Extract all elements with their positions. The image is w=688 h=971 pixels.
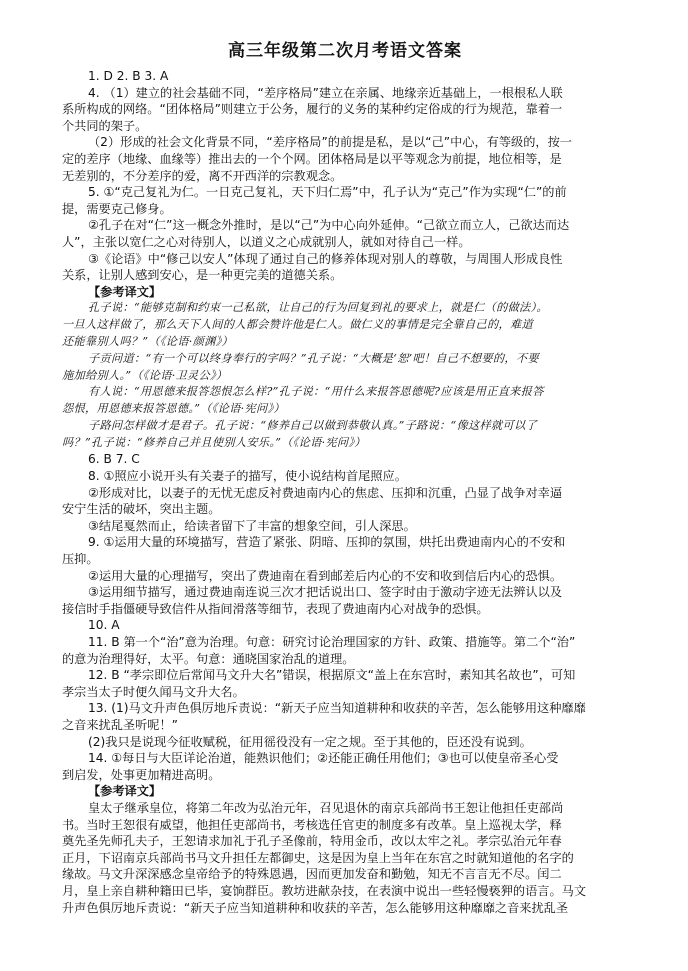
text-line: 【参考译文】 (88, 284, 162, 299)
text-line: 子路问怎样做才是君子。孔子说：“修养自己以做到恭敬认真。”子路说：“像这样就可以了 (88, 418, 537, 432)
text-line: (2)我只是说现今征收赋税，征用徭役没有一定之规。至于其他的，臣还没有说到。 (88, 734, 532, 749)
text-line: 到启发，处事更加精进高明。 (62, 767, 221, 782)
text-line: 有人说：“用恩德来报答怨恨怎么样?”孔子说：“用什么来报答恩德呢?应该是用正直来报答 (88, 385, 544, 399)
text-line: 关系，让别人感到安心，是一种更完美的道德关系。 (62, 268, 343, 283)
text-line: 皇太子继承皇位，将第二年改为弘治元年，召见退休的南京兵部尚书王恕让他担任吏部尚 (88, 800, 564, 815)
document-body (62, 68, 628, 916)
text-line: ③运用细节描写，通过费迪南连说三次才把话说出口、签字时由于激动字迹无法辨认以及 (88, 585, 563, 600)
text-line: 1. D 2. B 3. A (88, 69, 169, 83)
text-line: 缘故。马文升深深感念皇帝给予的特殊恩遇，因而更加发奋和勤勉，知无不言言无不尽。闰二 (62, 867, 562, 882)
text-line: 压抑。 (62, 552, 99, 567)
text-line: 的意为治理得好，太平。句意：通晓国家治乱的道理。 (62, 651, 355, 666)
text-line: ②孔子在对“仁”这一概念外推时，是以“己”为中心向外延伸。“己欲立而立人，己欲达而达 (88, 218, 570, 233)
text-line: 子贡问道：“有一个可以终身奉行的字吗？”孔子说：“大概是‘恕’吧！自己不想要的，不要 (88, 351, 539, 365)
text-line: 5. ①“克己复礼为仁。一日克己复礼，天下归仁焉”中，孔子认为“克己”作为实现“仁”的前 (88, 185, 567, 200)
text-line: 9. ①运用大量的环境描写，营造了紧张、阴暗、压抑的氛围，烘托出费迪南内心的不安和 (88, 535, 566, 550)
text-line: 书。当时王恕很有威望，他担任吏部尚书，考核选任官吏的制度多有改革。皇上巡视太学，释 (62, 817, 562, 832)
text-line: （2）形成的社会文化背景不同，“差序格局”的前提是私，是以“己”中心，有等级的，按一 (88, 135, 572, 150)
text-line: 个共同的架子。 (62, 118, 148, 133)
text-line: ③结尾戛然而止，给读者留下了丰富的想象空间，引人深思。 (88, 518, 416, 533)
text-line: 提，需要克己修身。 (62, 201, 172, 216)
text-line: 安宁生活的破坏，突出主题。 (62, 502, 221, 517)
text-line: 11. B 第一个“治”意为治理。句意：研究讨论治理国家的方针、政策、措施等。第二个“治” (88, 635, 576, 650)
text-line: 孔子说：“能够克制和约束一己私欲，让自己的行为回复到礼的要求上，就是仁（的做法）。 (88, 301, 548, 315)
text-line: 还能靠别人吗？”（《论语·颜渊》） (62, 334, 233, 348)
text-line: 月，皇上亲自耕种籍田已毕，宴饷群臣。教坊进献杂技，在表演中说出一些轻慢亵狎的语言。马文 (62, 883, 587, 898)
text-line: 吗？”孔子说：“修养自己并且使别人安乐。”（《论语·宪问》） (62, 435, 366, 449)
text-line: 孝宗当太子时便久闻马文升大名。 (62, 684, 245, 699)
text-line: 6. B 7. C (88, 452, 140, 467)
text-line: 14. ①每日与大臣详论治道，能熟识他们；②还能正确任用他们；③也可以使皇帝圣心受 (88, 751, 559, 766)
text-line: 13. (1)马文升声色俱厉地斥责说：“新天子应当知道耕种和收获的辛苦，怎么能够用这种靡靡 (88, 701, 586, 716)
text-line: 升声色俱厉地斥责说：“新天子应当知道耕种和收获的辛苦，怎么能够用这种靡靡之音来扰乱圣 (62, 900, 569, 915)
text-line: 正月，下诏南京兵部尚书马文升担任左都御史，这是因为皇上当年在东宫之时就知道他的名字的 (62, 850, 574, 865)
text-line: 一旦人这样做了，那么天下人间的人都会赞许他是仁人。做仁义的事情是完全靠自己的，难道 (62, 318, 533, 332)
text-line: 人”，主张以宽仁之心对待别人，以道义之心成就别人，就如对待自己一样。 (62, 234, 471, 249)
text-line: 12. B “孝宗即位后常闻马文升大名”错误，根据原文“盖上在东宫时，素知其名故也”，可知 (88, 668, 576, 683)
text-line: 奠先圣先师孔夫子，王恕请求加礼于孔子圣像前，特用金币，改以太牢之礼。孝宗弘治元年春 (62, 834, 562, 849)
text-line: 4. （1）建立的社会基础不同，“差序格局”建立在亲属、地缘亲近基础上，一根根私人联 (88, 85, 563, 100)
text-line: 怨恨，用恩德来报答恩德。”（《论语·宪问》） (62, 402, 285, 416)
text-line: 无差别的，不分差序的爱，离不开西洋的宗教观念。 (62, 168, 343, 183)
text-line: ③《论语》中“修己以安人”体现了通过自己的修养体现对别人的尊敬，与周围人形成良性 (88, 251, 563, 266)
text-line: 8. ①照应小说开头有关妻子的描写，使小说结构首尾照应。 (88, 469, 407, 484)
text-line: 【参考译文】 (88, 784, 162, 799)
text-line: 系所构成的网络。“团体格局”则建立于公务，履行的义务的某种约定俗成的行为规范，靠着一 (62, 102, 563, 117)
text-line: 定的差序（地缘、血缘等）推出去的一个个网。团体格局是以平等观念为前提，地位相等，是 (62, 151, 562, 166)
text-line: 之音来扰乱圣听呢！” (62, 717, 179, 732)
text-line: 10. A (88, 618, 120, 633)
text-line: ②形成对比，以妻子的无忧无虑反衬费迪南内心的焦虑、压抑和沉重，凸显了战争对幸逼 (88, 485, 563, 500)
text-line: 接信时手指僵硬导致信件从指间滑落等细节，表现了费迪南内心对战争的恐惧。 (62, 601, 489, 616)
document-title: 高三年级第二次月考语文答案 (228, 41, 462, 61)
text-line: ②运用大量的心理描写，突出了费迪南在看到邮差后内心的不安和收到信后内心的恐惧。 (88, 568, 563, 583)
text-line: 施加给别人。”（《论语·卫灵公》） (62, 368, 228, 382)
